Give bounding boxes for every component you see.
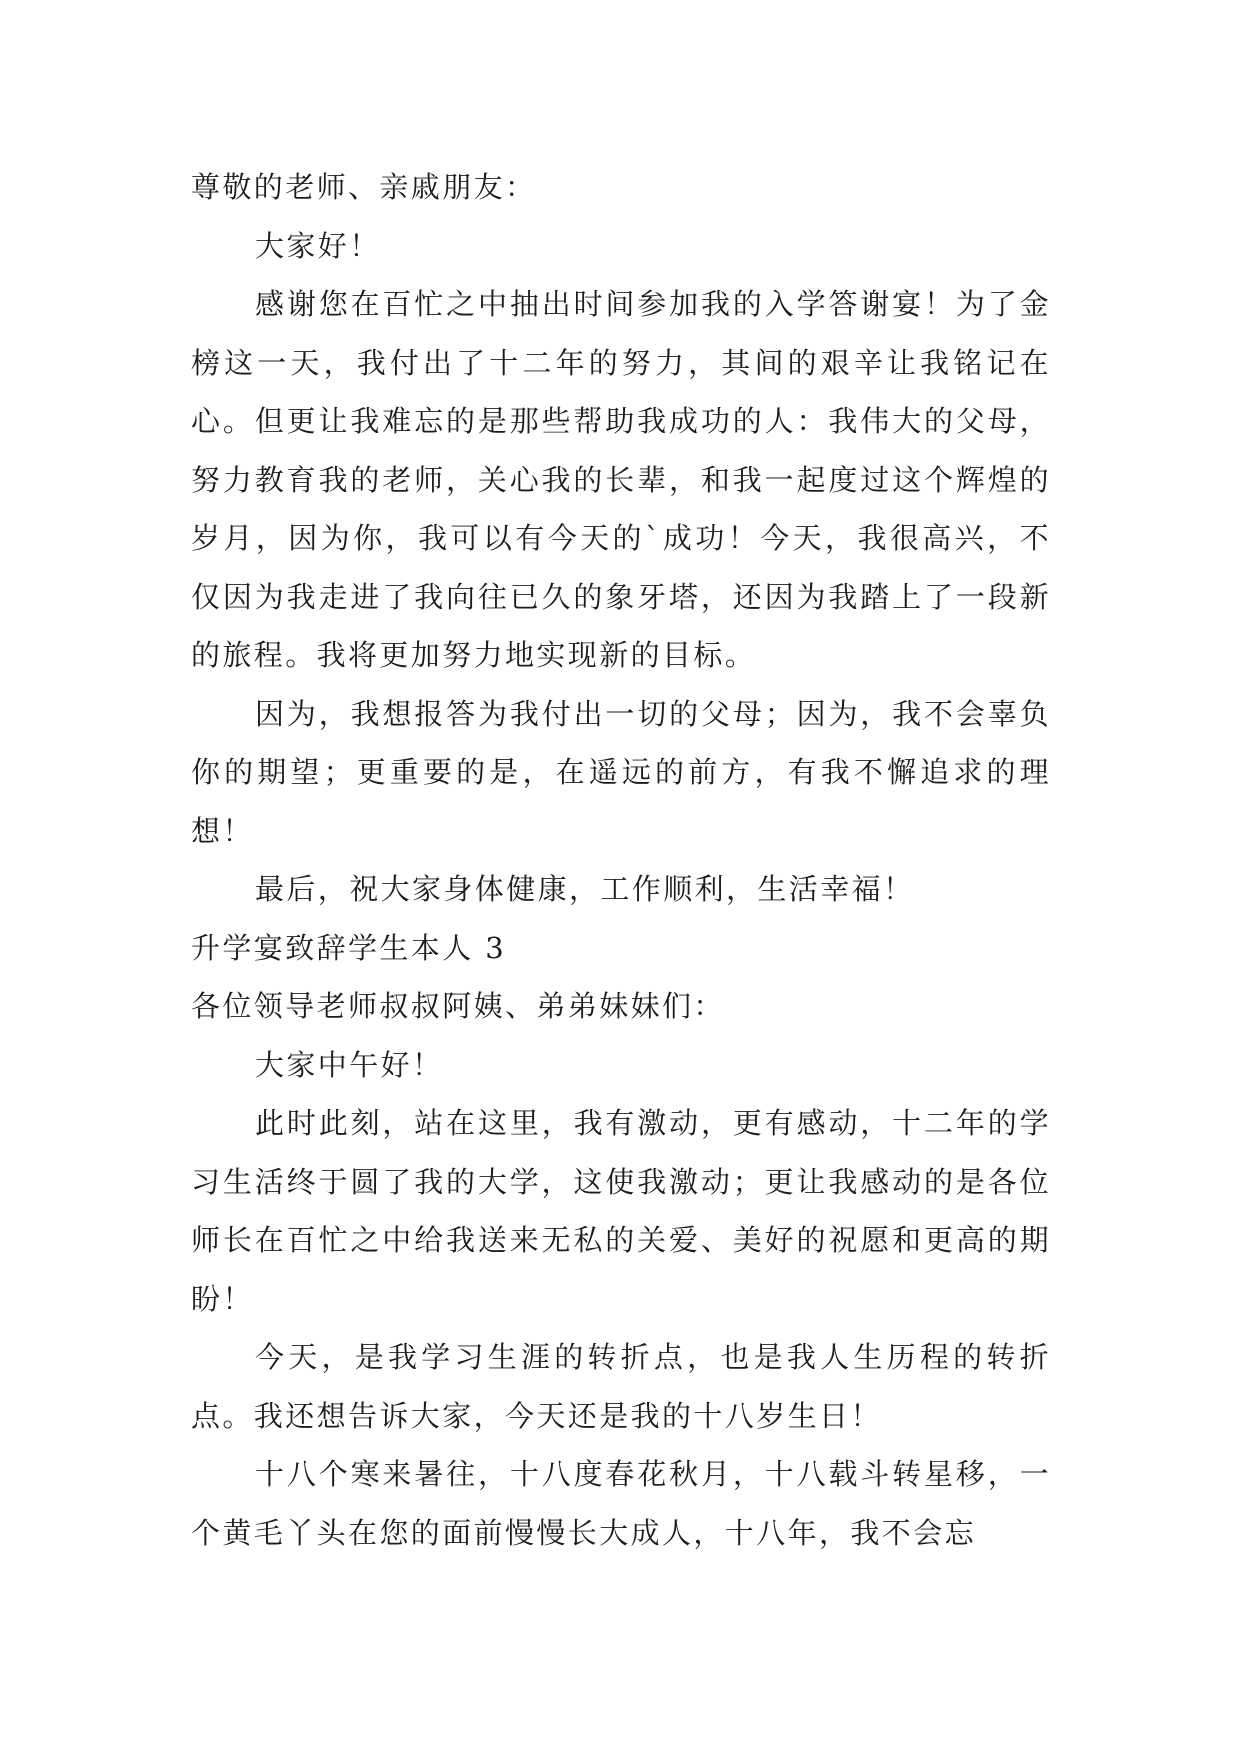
greeting: 大家中午好！: [255, 1047, 444, 1082]
salutation: 各位领导老师叔叔阿姨、弟弟妹妹们：: [191, 989, 725, 1023]
body-paragraph: 此时此刻，站在这里，我有激动，更有感动，十二年的学习生活终于圆了我的大学，这使我激动；更让我感动的是各位师长在百忙之中给我送来无私的关爱、美好的祝愿和更高的期盼！: [191, 1106, 1051, 1316]
greeting: 大家好！: [255, 228, 381, 263]
body-paragraph: 今天，是我学习生涯的转折点，也是我人生历程的转折点。我还想告诉大家，今天还是我的十八岁生日！: [191, 1340, 1051, 1433]
closing-paragraph: 最后，祝大家身体健康，工作顺利，生活幸福！: [255, 872, 915, 906]
body-paragraph: 感谢您在百忙之中抽出时间参加我的入学答谢宴！为了金榜这一天，我付出了十二年的努力，其间的艰辛让我铭记在心。但更让我难忘的是那些帮助我成功的人：我伟大的父母，努力教育我的老师，关心我的长辈，和我一起度过这个辉煌的岁月，因为你，我可以有今天的`成功！今天，我很高兴，不仅因为我走进了我向往已久的象牙塔，还因为我踏上了一段新的旅程。我将更加努力地实现新的目标。: [191, 287, 1051, 672]
salutation: 尊敬的老师、亲戚朋友：: [191, 170, 537, 204]
body-paragraph: 因为，我想报答为我付出一切的父母；因为，我不会辜负你的期望；更重要的是，在遥远的前方，有我不懈追求的理想！: [191, 696, 1051, 848]
document-body: [191, 158, 1051, 1562]
section-title: 升学宴致辞学生本人 3: [191, 930, 507, 965]
body-paragraph: 十八个寒来暑往，十八度春花秋月，十八载斗转星移，一个黄毛丫头在您的面前慢慢长大成人，十八年，我不会忘: [191, 1457, 1051, 1550]
